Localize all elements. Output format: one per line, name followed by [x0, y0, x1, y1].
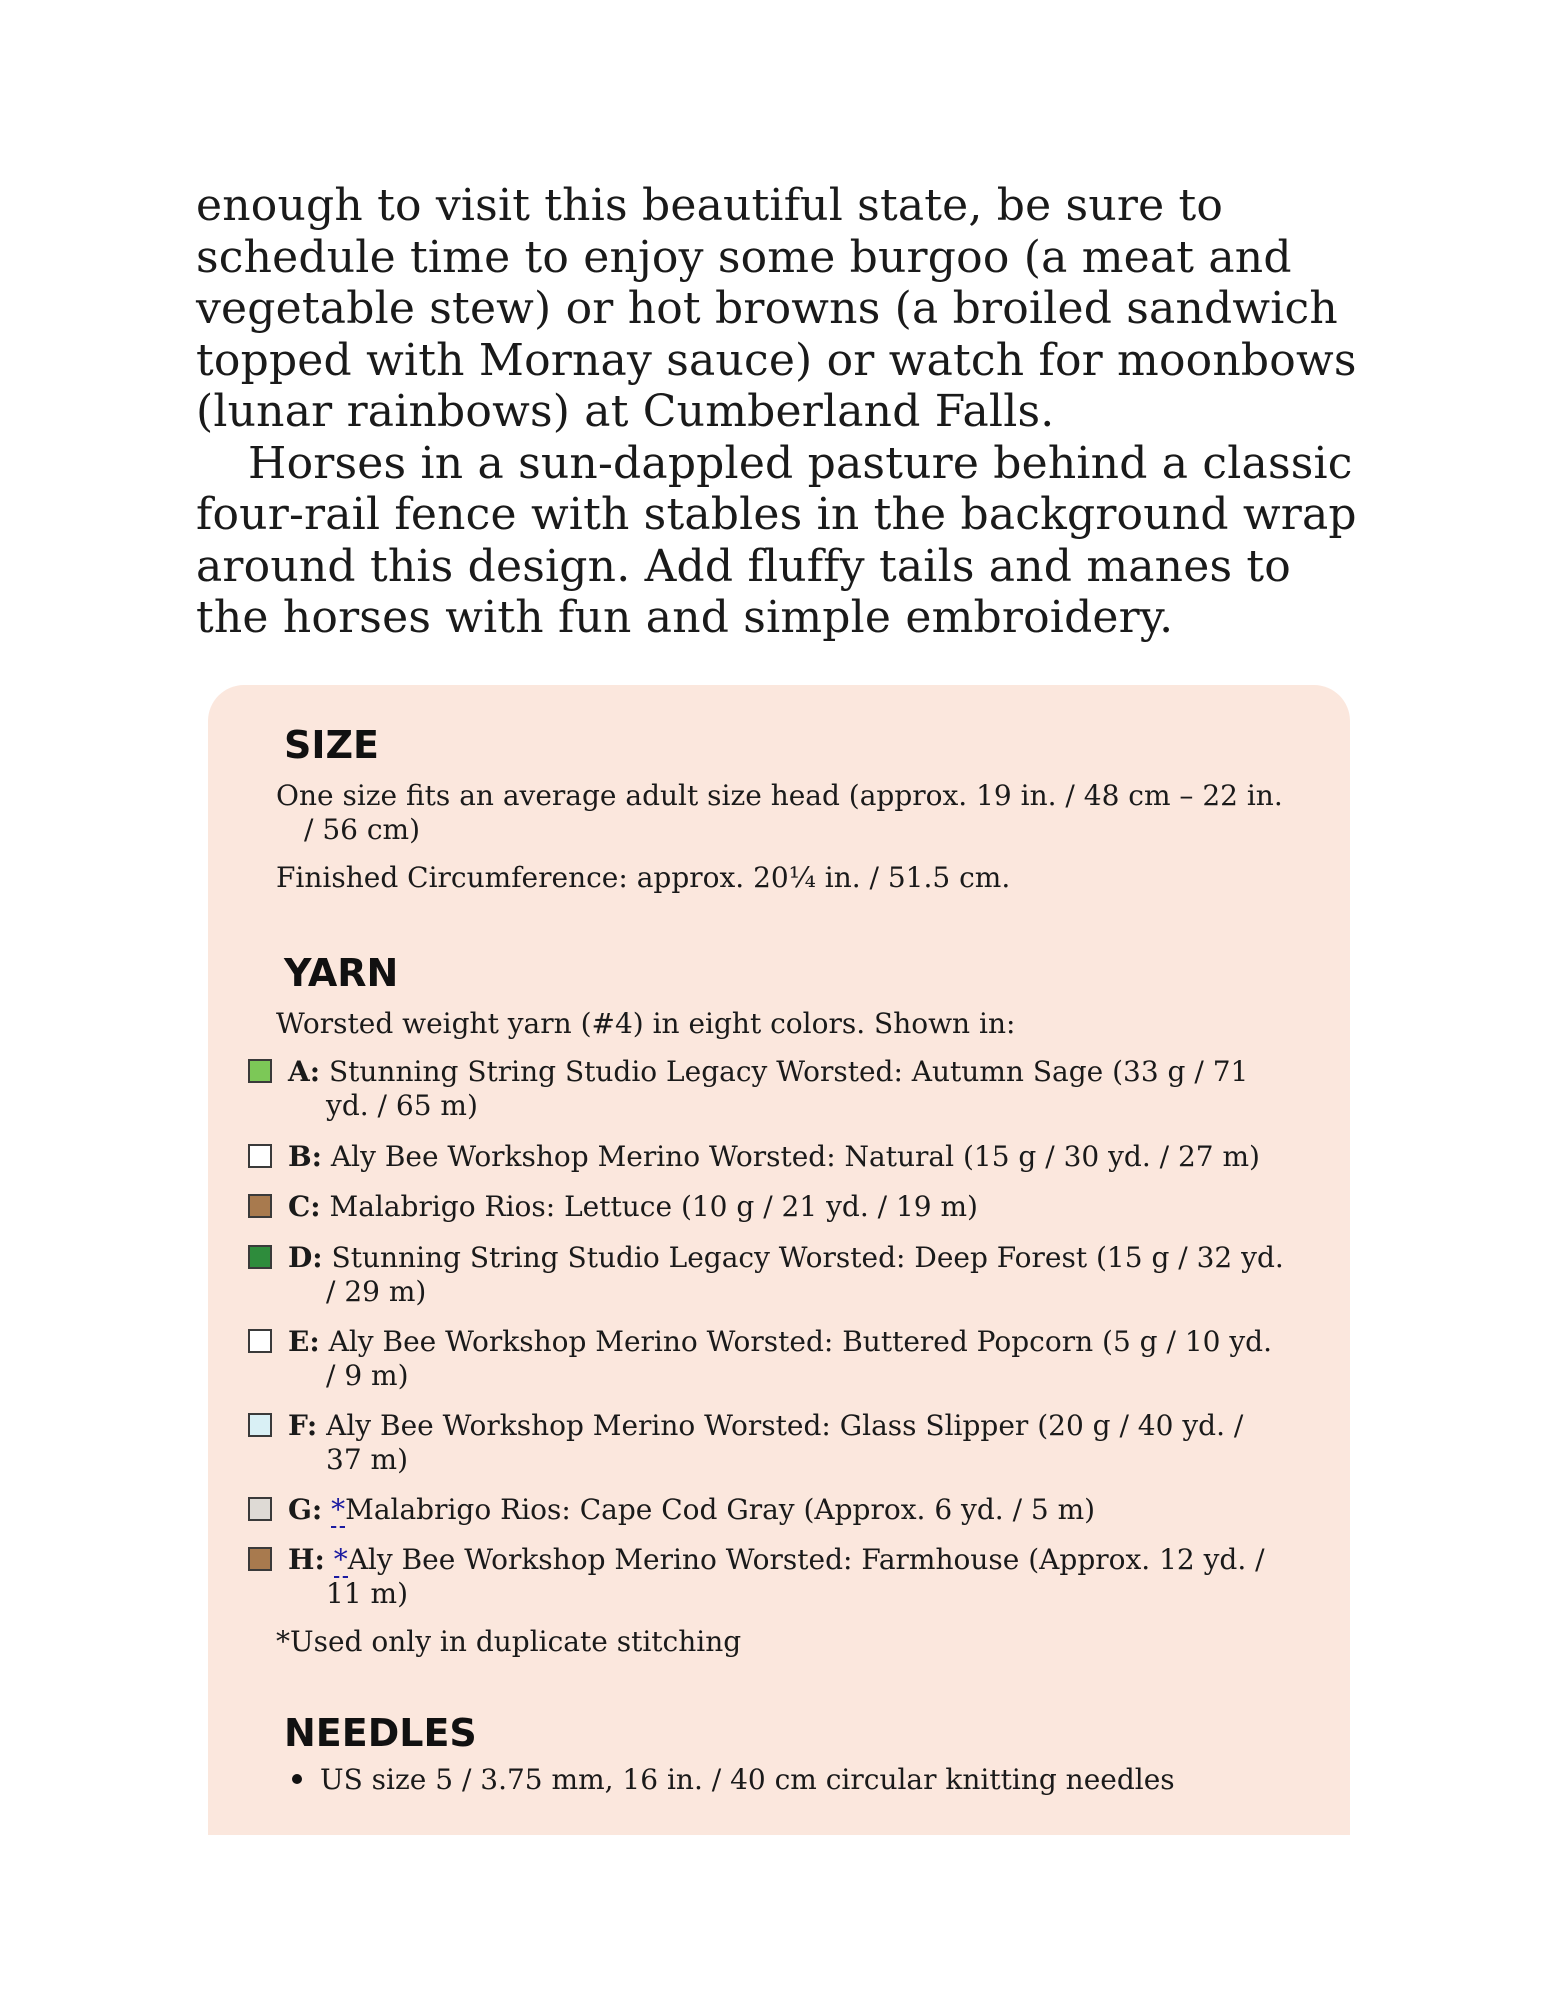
yarn-letter-d: D:: [288, 1241, 323, 1274]
yarn-desc-a-cont: yd. / 65 m): [326, 1089, 478, 1122]
yarn-desc-d-cont: / 29 m): [326, 1275, 427, 1308]
yarn-desc-e: Aly Bee Workshop Merino Worsted: Buttered Popcorn (5 g / 10 yd.: [328, 1325, 1272, 1358]
yarn-letter-g: G:: [288, 1493, 323, 1526]
swatch-d-icon: [248, 1245, 272, 1269]
yarn-intro: Worsted weight yarn (#4) in eight colors. Shown in:: [276, 1007, 1016, 1040]
footnote-marker-g[interactable]: *: [331, 1493, 346, 1526]
yarn-desc-a: Stunning String Studio Legacy Worsted: Autumn Sage (33 g / 71: [328, 1055, 1249, 1088]
swatch-g-icon: [248, 1497, 272, 1521]
intro-paragraph-2: Horses in a sun-dappled pasture behind a classic four-rail fence with stables in the background wrap around this design. Add fluffy tails and manes to the horses with fun and simple embroidery.: [196, 437, 1357, 643]
swatch-e-icon: [248, 1329, 272, 1353]
swatch-b-icon: [248, 1144, 272, 1168]
yarn-desc-h-cont: 11 m): [326, 1577, 409, 1610]
yarn-desc-h: Aly Bee Workshop Merino Worsted: Farmhouse (Approx. 12 yd. /: [347, 1543, 1265, 1576]
size-line-2: Finished Circumference: approx. 20¼ in. / 51.5 cm.: [276, 861, 1011, 894]
size-heading: SIZE: [284, 723, 380, 767]
yarn-desc-b: Aly Bee Workshop Merino Worsted: Natural (15 g / 30 yd. / 27 m): [330, 1140, 1260, 1173]
size-line-1-cont: / 56 cm): [304, 813, 421, 846]
yarn-letter-c: C:: [288, 1190, 321, 1223]
yarn-footnote: *Used only in duplicate stitching: [276, 1625, 742, 1658]
yarn-letter-b: B:: [288, 1140, 323, 1173]
swatch-h-icon: [248, 1547, 272, 1571]
swatch-a-icon: [248, 1059, 272, 1083]
yarn-letter-h: H:: [288, 1543, 325, 1576]
bullet-icon: [292, 1774, 302, 1784]
size-line-1: [276, 779, 1326, 847]
yarn-letter-e: E:: [288, 1325, 320, 1358]
needles-item: [292, 1763, 1292, 1797]
size-line-1-text: One size fits an average adult size head (approx. 19 in. / 48 cm – 22 in.: [276, 779, 1283, 812]
yarn-letter-a: A:: [288, 1055, 321, 1088]
yarn-desc-f-cont: 37 m): [326, 1443, 409, 1476]
needles-heading: NEEDLES: [284, 1711, 477, 1755]
intro-paragraph-1: enough to visit this beautiful state, be sure to schedule time to enjoy some burgoo (a meat and vegetable stew) or hot browns (a broiled sandwich topped with Mornay sauce) or watch for moonbows (lunar rainbows) at Cumberland Falls.: [196, 180, 1357, 437]
yarn-desc-c: Malabrigo Rios: Lettuce (10 g / 21 yd. / 19 m): [329, 1190, 978, 1223]
pattern-info-box: [208, 685, 1350, 1835]
swatch-f-icon: [248, 1413, 272, 1437]
yarn-desc-e-cont: / 9 m): [326, 1359, 409, 1392]
yarn-desc-g: Malabrigo Rios: Cape Cod Gray (Approx. 6 yd. / 5 m): [345, 1493, 1096, 1526]
yarn-letter-f: F:: [288, 1409, 318, 1442]
footnote-marker-h[interactable]: *: [333, 1543, 348, 1576]
intro-text: [196, 180, 1376, 644]
swatch-c-icon: [248, 1194, 272, 1218]
needles-item-text: US size 5 / 3.75 mm, 16 in. / 40 cm circular knitting needles: [320, 1763, 1175, 1796]
yarn-heading: YARN: [284, 951, 399, 995]
yarn-desc-d: Stunning String Studio Legacy Worsted: Deep Forest (15 g / 32 yd.: [331, 1241, 1284, 1274]
yarn-desc-f: Aly Bee Workshop Merino Worsted: Glass Slipper (20 g / 40 yd. /: [326, 1409, 1244, 1442]
